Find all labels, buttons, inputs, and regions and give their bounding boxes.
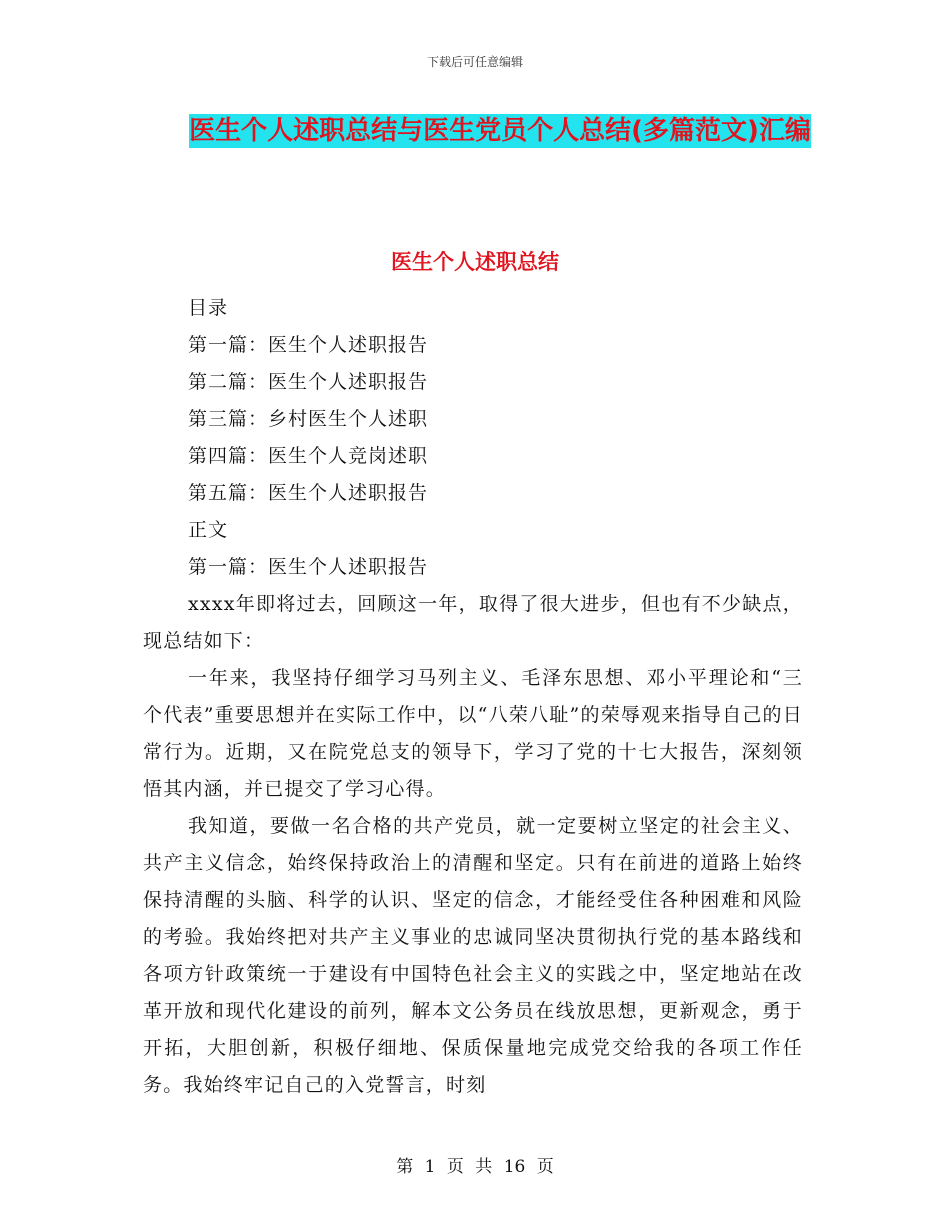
body-paragraph: 我知道，要做一名合格的共产党员，就一定要树立坚定的社会主义、共产主义信念，始终保持政治上的清醒和坚定。只有在前进的道路上始终保持清醒的头脑、科学的认识、坚定的信念，才能经受住各种困难和风险的考验。我始终把对共产主义事业的忠诚同坚决贯彻执行党的基本路线和各项方针政策统一于建设有中国特色社会主义的实践之中，坚定地站在改革开放和现代化建设的前列，解本文公务员在线放思想，更新观念，勇于开拓，大胆创新，积极仔细地、保质保量地完成党交给我的各项工作任务。我始终牢记自己的入党誓言，时刻: [143, 815, 803, 1096]
document-title-text: 医生个人述职总结与医生党员个人总结(多篇范文)汇编: [189, 116, 811, 146]
body-paragraph: xxxx年即将过去，回顾这一年，取得了很大进步，但也有不少缺点，现总结如下：: [143, 593, 803, 652]
document-title: [150, 108, 850, 154]
page-number: 第 1 页 共 16 页: [396, 1157, 554, 1177]
body-heading: 正文: [188, 519, 229, 541]
toc-item: 第三篇：乡村医生个人述职: [188, 408, 429, 430]
section-title: 医生个人述职总结: [391, 250, 559, 274]
article-heading: 第一篇：医生个人述职报告: [188, 556, 429, 578]
toc-item: 第一篇：医生个人述职报告: [188, 334, 429, 356]
body-paragraph: 一年来，我坚持仔细学习马列主义、毛泽东思想、邓小平理论和“三个代表”重要思想并在实际工作中，以“八荣八耻”的荣辱观来指导自己的日常行为。近期，又在院党总支的领导下，学习了党的十七大报告，深刻领悟其内涵，并已提交了学习心得。: [143, 667, 803, 800]
toc-item: 第四篇：医生个人竞岗述职: [188, 445, 429, 467]
toc-heading: 目录: [188, 297, 229, 319]
toc-item: 第五篇：医生个人述职报告: [188, 482, 429, 504]
toc-item: 第二篇：医生个人述职报告: [188, 371, 429, 393]
document-body: [143, 290, 803, 1104]
page-header-note: 下载后可任意编辑: [426, 55, 523, 69]
